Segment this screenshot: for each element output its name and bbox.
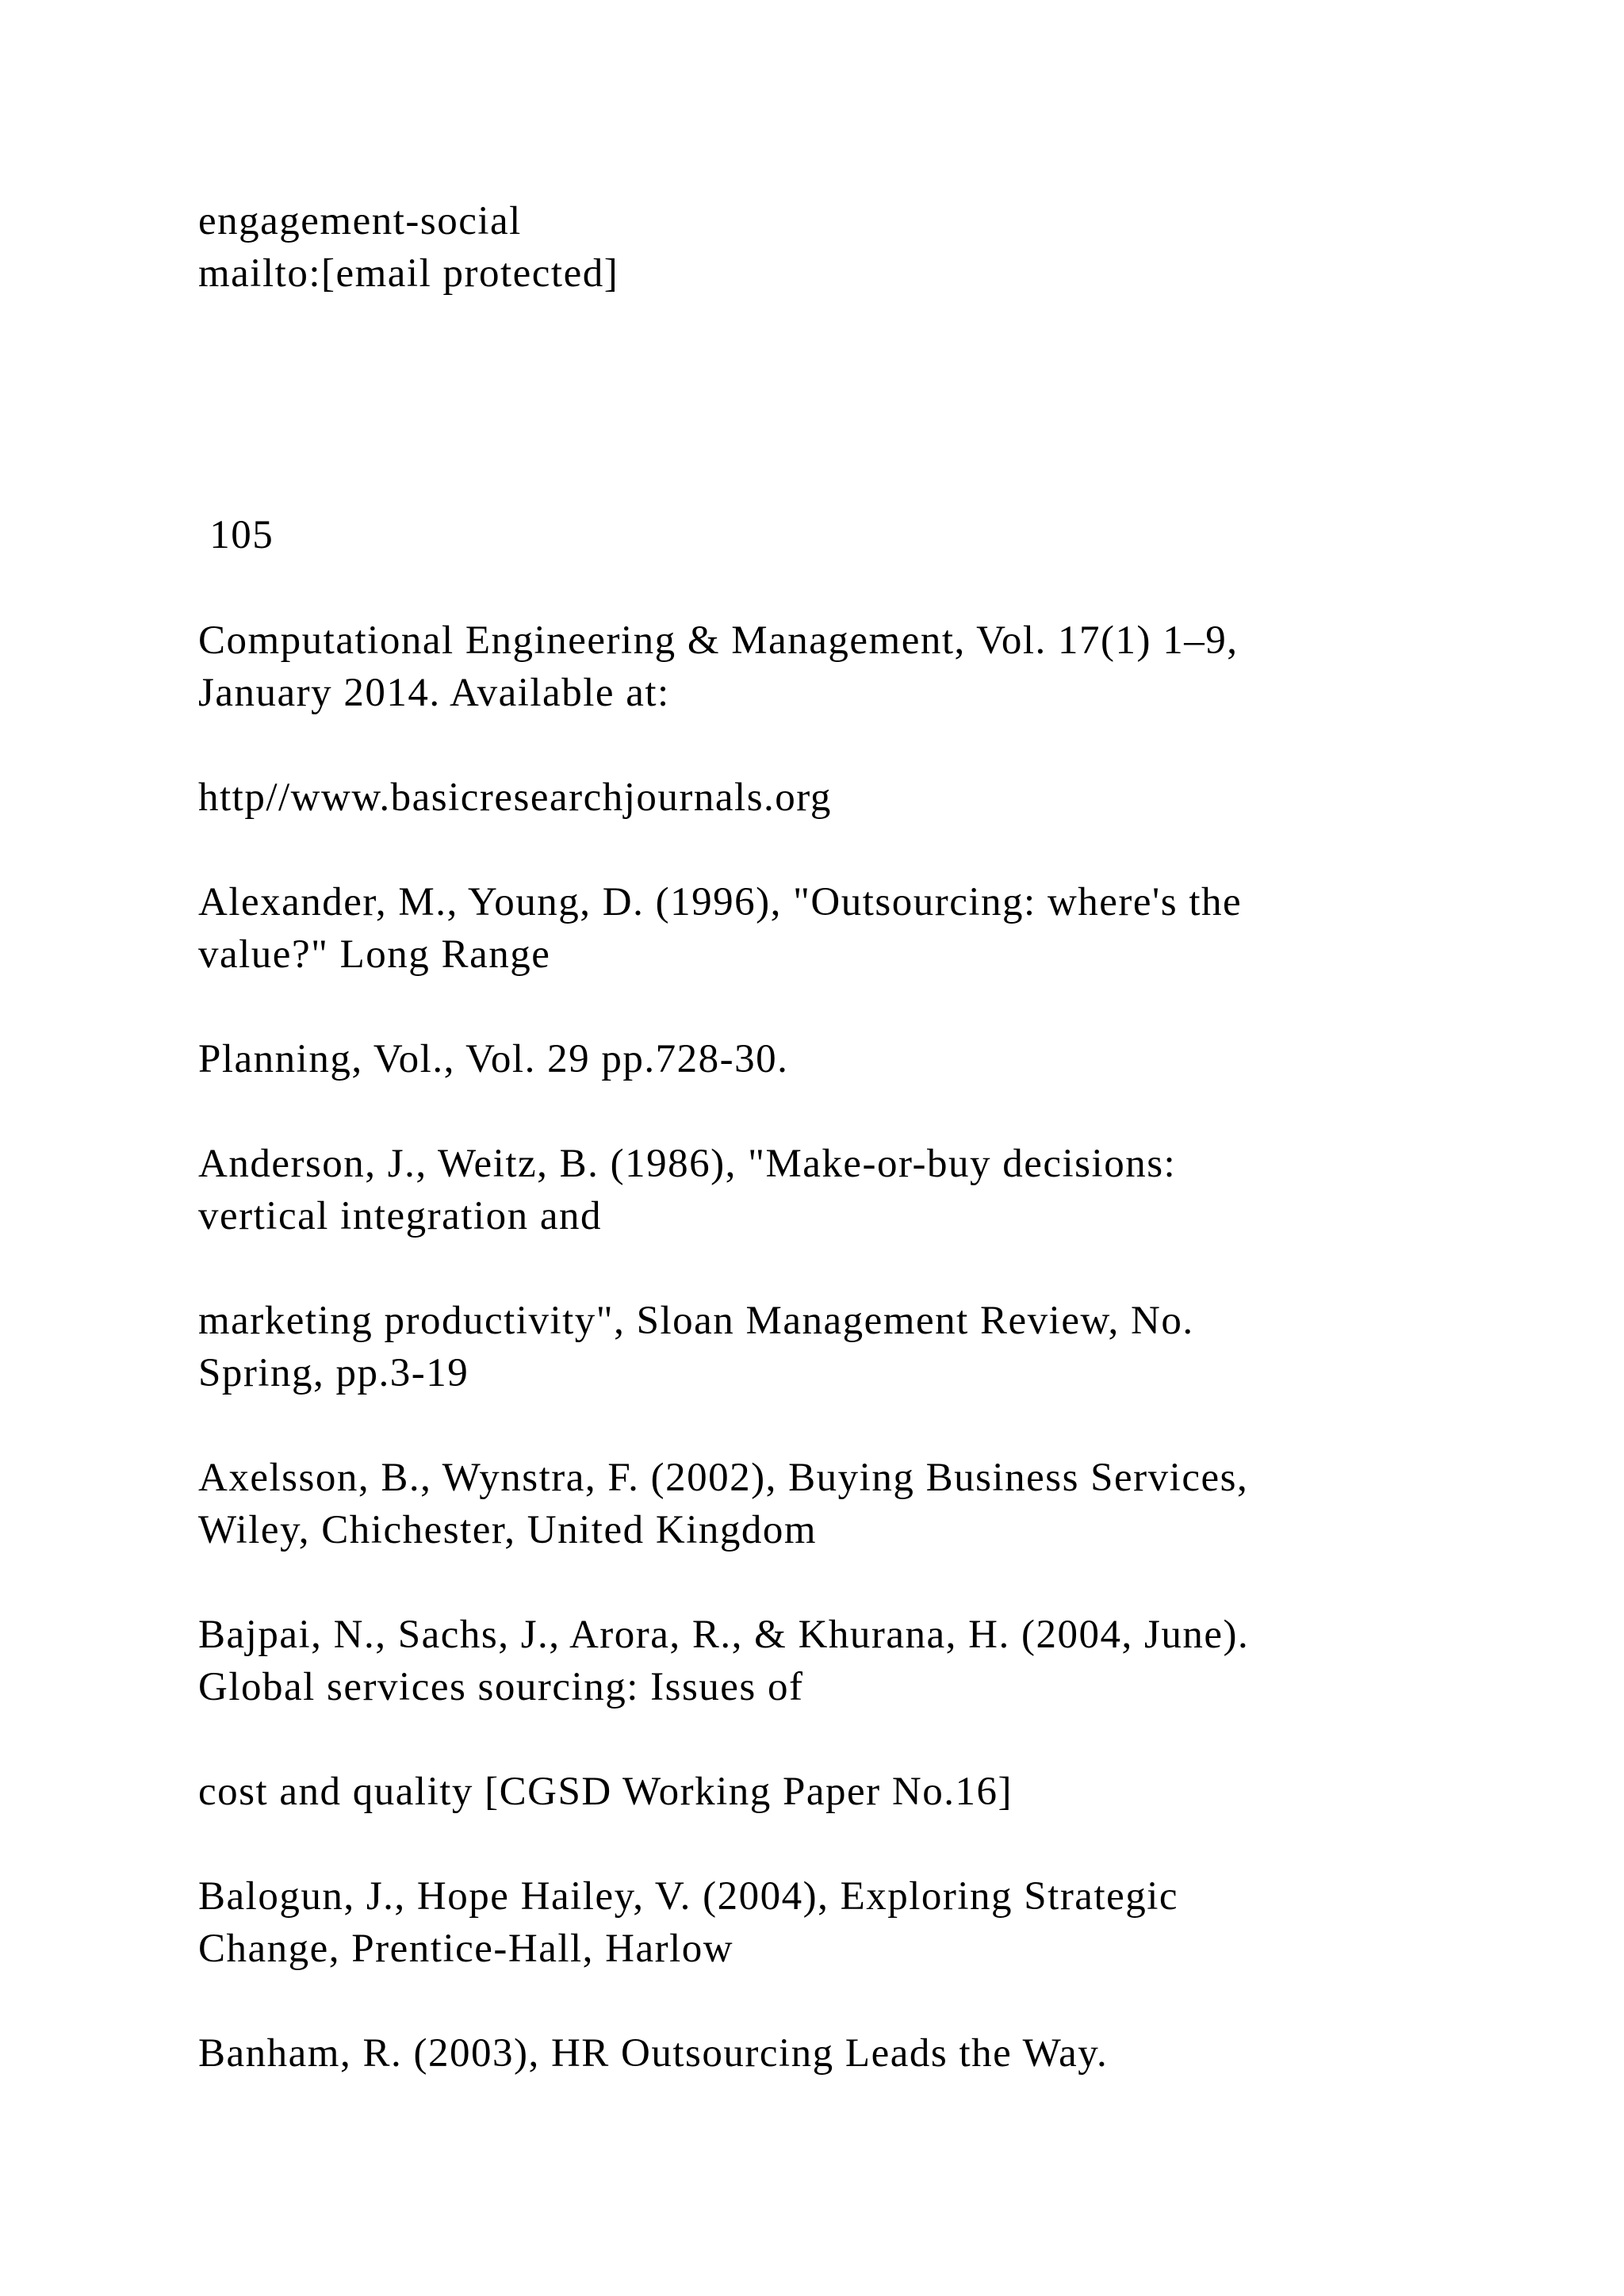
header-text-line-1: engagement-social xyxy=(198,199,522,243)
reference-line: January 2014. Available at: xyxy=(198,671,670,715)
reference-line: Planning, Vol., Vol. 29 pp.728-30. xyxy=(198,1037,789,1081)
reference-line: Change, Prentice-Hall, Harlow xyxy=(198,1927,734,1971)
reference-line: Wiley, Chichester, United Kingdom xyxy=(198,1508,818,1552)
page-number: 105 xyxy=(198,513,274,557)
reference-line: marketing productivity", Sloan Management Review, No. xyxy=(198,1299,1194,1343)
reference-line: Alexander, M., Young, D. (1996), "Outsourcing: where's the xyxy=(198,880,1243,924)
reference-line: Anderson, J., Weitz, B. (1986), "Make-or-buy decisions: xyxy=(198,1142,1177,1186)
reference-line: Spring, pp.3-19 xyxy=(198,1351,469,1395)
reference-line: Balogun, J., Hope Hailey, V. (2004), Exploring Strategic xyxy=(198,1874,1179,1919)
reference-url: http//www.basicresearchjournals.org xyxy=(198,775,832,820)
reference-line: Computational Engineering & Management, Vol. 17(1) 1–9, xyxy=(198,618,1239,663)
reference-line: Axelsson, B., Wynstra, F. (2002), Buying Business Services, xyxy=(198,1456,1249,1500)
reference-line: Global services sourcing: Issues of xyxy=(198,1665,804,1709)
email-link[interactable]: mailto:[email protected] xyxy=(198,251,619,296)
reference-line: Banham, R. (2003), HR Outsourcing Leads the Way. xyxy=(198,2031,1109,2076)
reference-line: value?" Long Range xyxy=(198,932,551,977)
reference-line: cost and quality [CGSD Working Paper No.16] xyxy=(198,1770,1013,1814)
reference-line: Bajpai, N., Sachs, J., Arora, R., & Khurana, H. (2004, June). xyxy=(198,1613,1250,1657)
reference-line: vertical integration and xyxy=(198,1194,602,1238)
